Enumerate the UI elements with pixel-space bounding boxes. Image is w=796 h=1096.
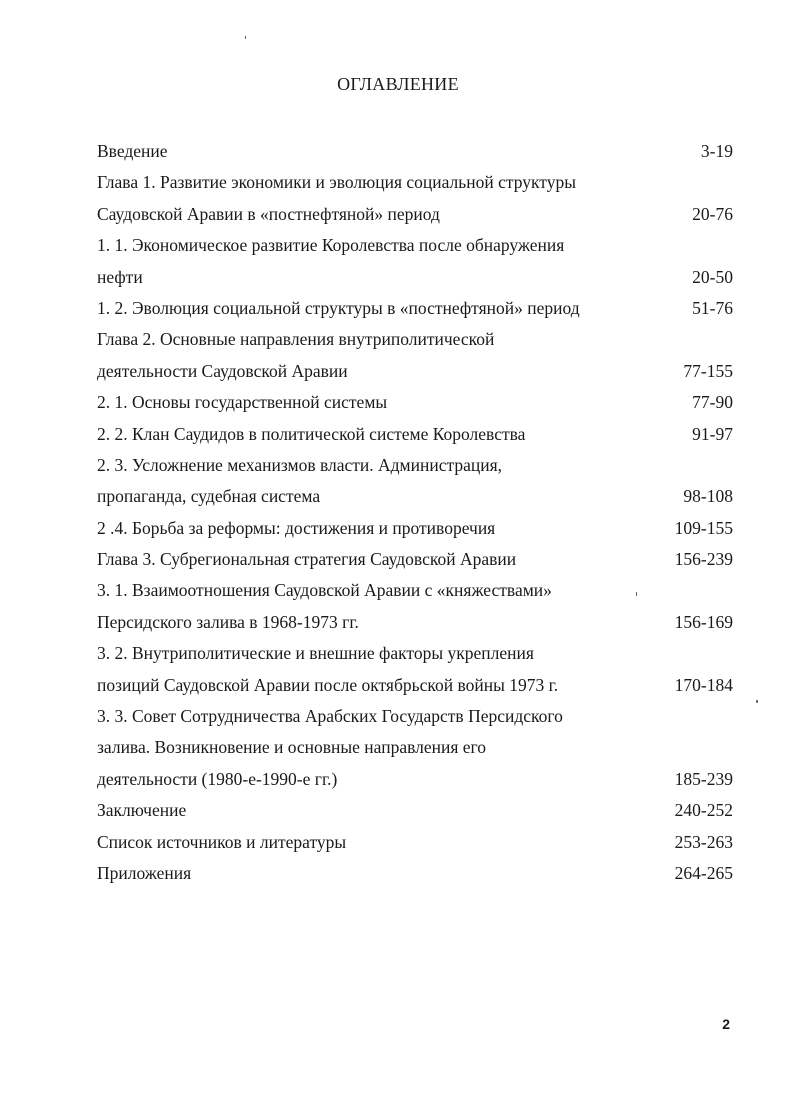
toc-entry-pages: 98-108 xyxy=(683,486,733,507)
toc-entry-text: 2. 1. Основы государственной системы xyxy=(97,392,388,413)
toc-entry-text: Приложения xyxy=(97,862,192,883)
toc-entry-text: 1. 1. Экономическое развитие Королевства после обнаружения xyxy=(97,235,565,256)
toc-entry xyxy=(97,764,733,795)
toc-entry xyxy=(97,450,733,481)
toc-entry xyxy=(97,387,733,418)
toc-entry xyxy=(97,544,733,575)
toc-entry-pages: 3-19 xyxy=(700,141,733,161)
toc-entry-text: Глава 2. Основные направления внутриполитической xyxy=(97,329,495,350)
toc-entry-pages: 240-252 xyxy=(674,800,733,821)
toc-entry-pages: 264-265 xyxy=(674,862,733,883)
toc-entry-text: залива. Возникновение и основные направления его xyxy=(97,737,487,758)
toc-entry-text: 2. 2. Клан Саудидов в политической системе Королевства xyxy=(97,423,526,444)
toc-entry-pages: 20-50 xyxy=(692,266,733,287)
toc-entry xyxy=(97,167,733,198)
toc-entry-pages: 185-239 xyxy=(674,768,733,789)
toc-entry-pages: 51-76 xyxy=(692,297,733,318)
toc-entry-pages: 77-90 xyxy=(692,392,733,413)
scan-speck xyxy=(245,36,246,39)
toc-entry-text: Глава 1. Развитие экономики и эволюция социальной структуры xyxy=(97,172,576,193)
toc-entry xyxy=(97,607,733,638)
toc-entry-pages: 156-239 xyxy=(674,549,733,570)
toc-entry-text: Саудовской Аравии в «постнефтяной» период xyxy=(97,203,440,224)
toc-entry xyxy=(97,670,733,701)
toc-entry-text: Введение xyxy=(97,141,168,161)
toc-entry xyxy=(97,230,733,261)
page-title: ОГЛАВЛЕНИЕ xyxy=(337,74,459,94)
toc-entry xyxy=(97,858,733,889)
toc-entry xyxy=(97,356,733,387)
scan-speck xyxy=(636,592,637,596)
toc-entry-text: пропаганда, судебная система xyxy=(97,486,321,507)
table-of-contents xyxy=(97,136,733,889)
toc-entry-text: деятельности (1980-е-1990-е гг.) xyxy=(97,768,338,789)
page-number: 2 xyxy=(722,1016,730,1032)
toc-entry xyxy=(97,324,733,355)
toc-entry-text: Персидского залива в 1968-1973 гг. xyxy=(97,611,359,632)
toc-entry-pages: 170-184 xyxy=(674,674,733,695)
toc-entry-text: Глава 3. Субрегиональная стратегия Саудовской Аравии xyxy=(97,549,517,570)
scan-speck xyxy=(756,700,758,703)
toc-entry-pages: 156-169 xyxy=(674,611,733,632)
toc-entry-text: 2 .4. Борьба за реформы: достижения и противоречия xyxy=(97,517,496,538)
toc-entry-text: Список источников и литературы xyxy=(97,831,347,852)
toc-entry-text: 3. 3. Совет Сотрудничества Арабских Государств Персидского xyxy=(97,706,563,727)
toc-entry-pages: 253-263 xyxy=(674,831,733,852)
toc-entry xyxy=(97,136,733,167)
toc-entry xyxy=(97,827,733,858)
toc-entry xyxy=(97,638,733,669)
toc-entry xyxy=(97,419,733,450)
toc-entry-text: позиций Саудовской Аравии после октябрьской войны 1973 г. xyxy=(97,674,559,695)
toc-entry-text: 3. 1. Взаимоотношения Саудовской Аравии с «княжествами» xyxy=(97,580,552,601)
toc-entry-pages: 91-97 xyxy=(692,423,733,444)
toc-entry xyxy=(97,732,733,763)
toc-entry xyxy=(97,513,733,544)
toc-entry xyxy=(97,701,733,732)
toc-entry xyxy=(97,575,733,606)
toc-entry-pages: 77-155 xyxy=(683,360,733,381)
toc-entry-text: 2. 3. Усложнение механизмов власти. Администрация, xyxy=(97,454,503,475)
toc-entry-text: Заключение xyxy=(97,800,187,821)
toc-entry-text: 1. 2. Эволюция социальной структуры в «постнефтяной» период xyxy=(97,297,580,318)
toc-entry xyxy=(97,293,733,324)
toc-entry xyxy=(97,199,733,230)
toc-entry-text: деятельности Саудовской Аравии xyxy=(97,360,348,381)
toc-entry-pages: 20-76 xyxy=(692,203,733,224)
toc-entry-pages: 109-155 xyxy=(674,517,733,538)
toc-entry-text: нефти xyxy=(97,266,143,287)
toc-entry xyxy=(97,262,733,293)
toc-entry-text: 3. 2. Внутриполитические и внешние факторы укрепления xyxy=(97,643,534,664)
toc-entry xyxy=(97,795,733,826)
toc-entry xyxy=(97,481,733,512)
